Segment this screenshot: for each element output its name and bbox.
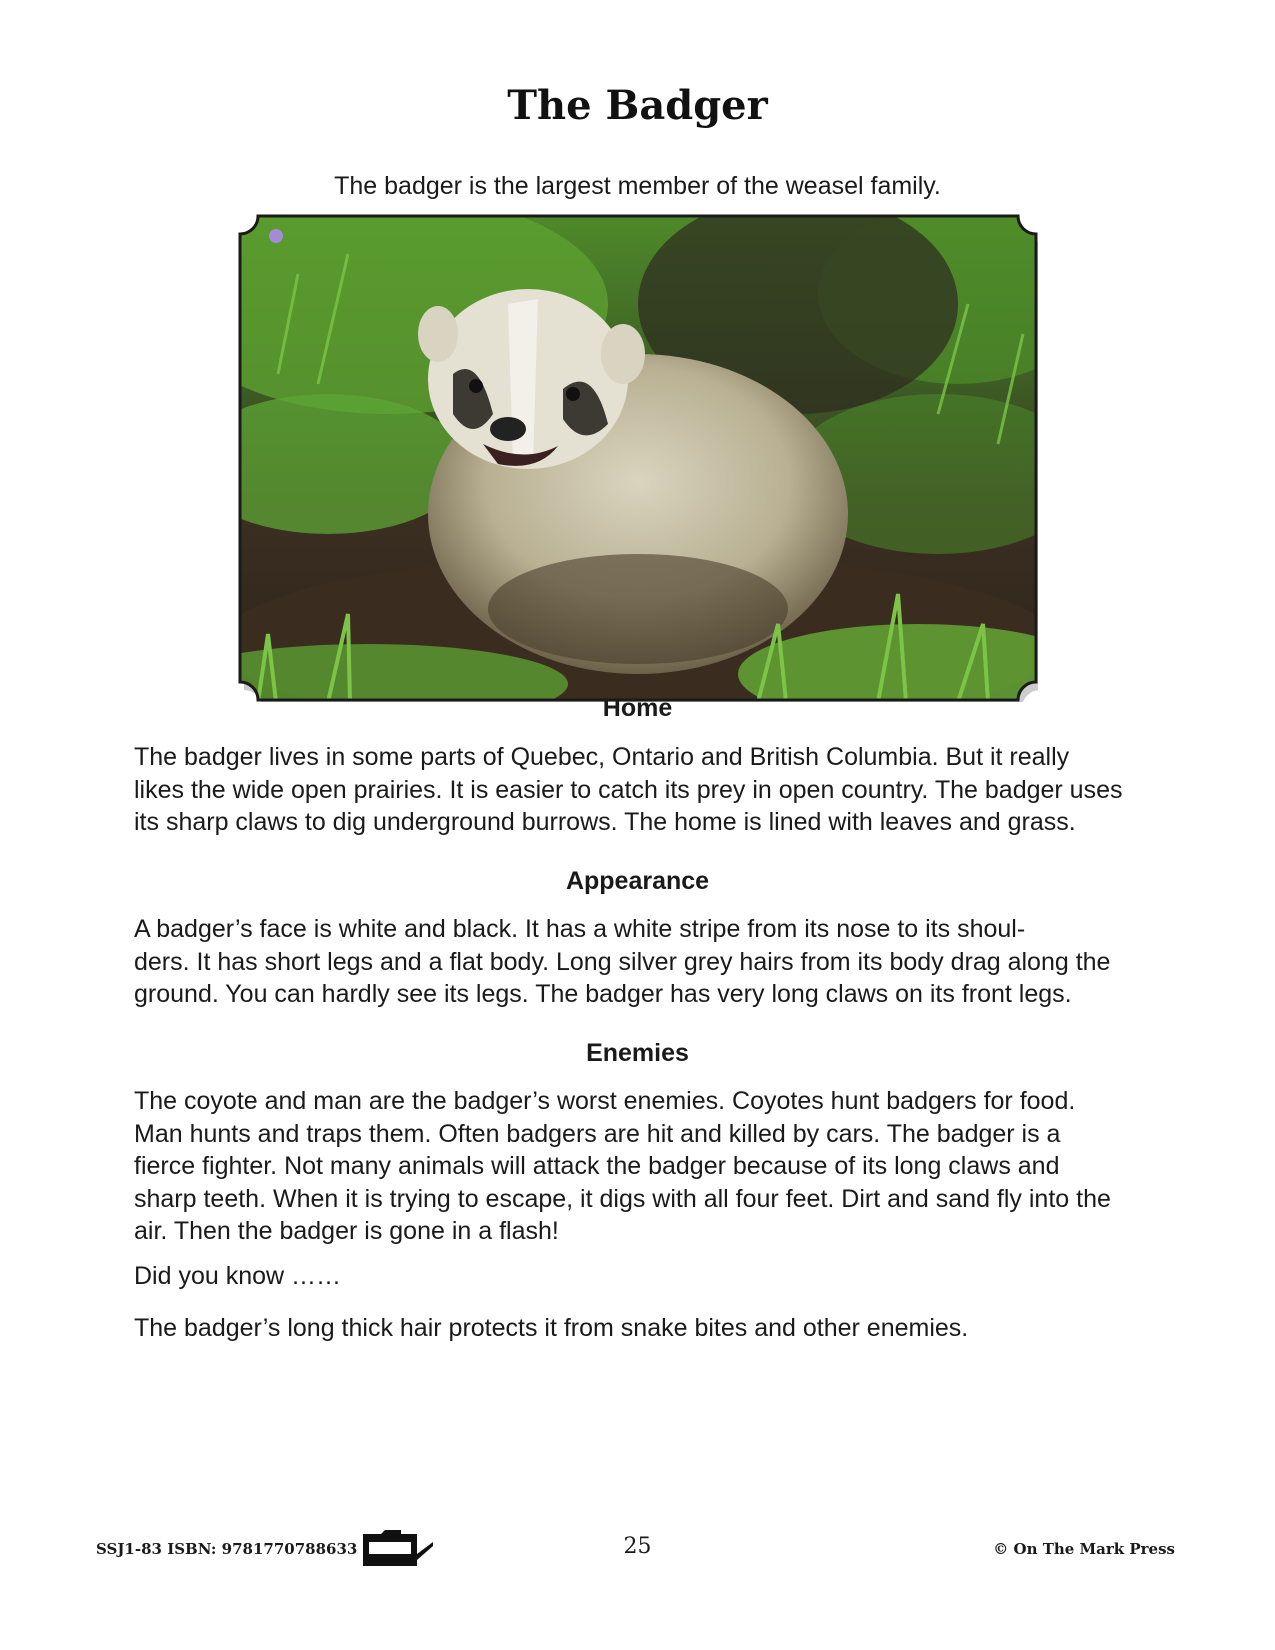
subtitle: The badger is the largest member of the weasel family. [334, 172, 941, 200]
did-you-know: Did you know …… [134, 1262, 342, 1290]
footer-publisher: © On The Mark Press [993, 1540, 1175, 1558]
fact-text: The badger’s long thick hair protects it from snake bites and other enemies. [134, 1314, 969, 1342]
badger-photo [238, 214, 1038, 702]
section-heading-enemies: Enemies [586, 1039, 689, 1067]
section-text-home: The badger lives in some parts of Quebec, Ontario and British Columbia. But it really likes the wide open prairies. It is easier to catch its prey in open country. The badger uses its sharp claws to dig underground burrows. The home is lined with leaves and grass. [134, 743, 1123, 836]
page-number: 25 [623, 1534, 652, 1559]
section-heading-home: Home [602, 694, 673, 722]
section-text-enemies: The coyote and man are the badger’s worst enemies. Coyotes hunt badgers for food. Man hunts and traps them. Often badgers are hit and killed by cars. The badger is a fierce fighter. Not many animals will attack the badger because of its long claws and sharp teeth. When it is trying to escape, it digs with all four feet. Dirt and sand fly into the air. Then the badger is gone in a flash! [134, 1087, 1111, 1245]
footer-isbn: SSJ1-83 ISBN: 9781770788633 [96, 1540, 358, 1558]
page-title: The Badger [507, 82, 768, 129]
section-heading-appearance: Appearance [565, 867, 710, 895]
section-text-appearance: A badger’s face is white and black. It has a white stripe from its nose to its shoul- ders. It has short legs and a flat body. Long silver grey hairs from its body drag along the ground. You can hardly see its legs. The badger has very long claws on its front legs. [134, 915, 1111, 1008]
